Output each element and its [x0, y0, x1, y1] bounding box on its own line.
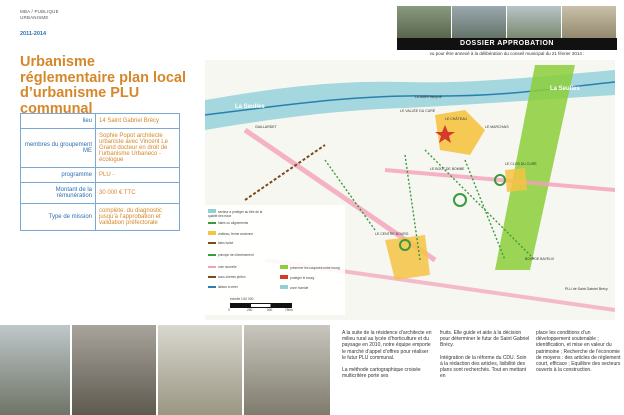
legend-item: liaison à créer: [208, 285, 268, 289]
info-table: [20, 113, 180, 231]
header-line2: URBANISME: [20, 15, 49, 20]
years: 2011-2014: [20, 31, 46, 37]
legend-item: zone humide: [280, 285, 342, 290]
legend-swatch: [208, 266, 216, 268]
label-vallee: LE VALLÉE DU CURÉ: [400, 109, 436, 113]
info-row-membres: [21, 129, 180, 168]
legend-swatch: [208, 276, 216, 278]
info-value: complète: du diagnostic jusqu’à l’approbation et validation préfectorale: [96, 204, 180, 231]
info-label: Montant de la rémunération: [21, 183, 96, 204]
scale-tick: 750m: [285, 308, 293, 312]
legend-swatch: [208, 231, 216, 235]
info-label: membres du groupement ME: [21, 129, 96, 168]
info-row-montant: [21, 183, 180, 204]
label-bout-bombe: LE BOUT DE BOMBE: [430, 167, 465, 171]
info-label: programme: [21, 168, 96, 183]
label-centre-bourg: LE CENTRE BOURG: [375, 232, 409, 236]
legend-swatch: [280, 265, 288, 269]
label-clos-cure: LE CLOS DU CURÉ: [505, 162, 537, 166]
page-title: Urbanisme réglementaire plan local d’urbanisme PLU communal: [20, 54, 187, 117]
scale-bar: [230, 303, 292, 308]
info-value: 14 Saint Gabriel Brécy: [96, 114, 180, 129]
label-bois-bayeux: BOIS DE BAYEUX: [525, 257, 555, 261]
label-seulles-right: La Seulles: [550, 86, 580, 92]
map-legend: [205, 205, 345, 315]
info-label: Type de mission: [21, 204, 96, 231]
info-value: PLU -: [96, 168, 180, 183]
legend-swatch: [208, 254, 216, 256]
label-chateau: LE CHÂTEAU: [445, 117, 467, 121]
info-label: lieu: [21, 114, 96, 129]
legend-item: château, ferme ancienne: [208, 231, 268, 236]
legend-swatch: [208, 209, 216, 213]
photo-garden: [158, 325, 242, 415]
dossier-banner: DOSSIER APPROBATION: [397, 38, 617, 50]
text-column-2: fruits. Elle guide et aide à la décision pour déterminer le futur de Saint Gabriel Brécy. Intégration de la réforme du CDU. Soin à la rédaction des articles, lisibilité des plans sont recherchés. Tout en mettant en: [440, 330, 530, 380]
text-column-3: place les conditions d’un développement soutenable ; identification, et mise en valeur du patrimoine ; Recherche de l’économie de moyens : des articles de règlement court, efficace ; Equilibre des secteurs ouverts à la construction.: [536, 330, 621, 374]
village-zone-east: [505, 168, 527, 192]
legend-item: sous chemin piéton: [208, 275, 268, 279]
info-row-lieu: [21, 114, 180, 129]
dossier-subtitle: vu pour être annexé à la délibération du conseil municipal du 21 février 2014 :: [429, 51, 585, 56]
header-label: [20, 9, 59, 21]
legend-swatch: [280, 285, 288, 289]
legend-item: haies ou alignements: [208, 221, 268, 225]
photo-farmhouse: [72, 325, 156, 415]
header-line1: MBA / PUBLIQUE: [20, 9, 59, 14]
legend-swatch: [208, 286, 216, 288]
info-value: 30 000 € TTC: [96, 183, 180, 204]
label-seulles-left: La Seulles: [235, 104, 265, 110]
legend-swatch: [208, 242, 216, 244]
scale-tick: 250: [247, 308, 253, 312]
legend-swatch: [280, 275, 288, 279]
legend-item: protéger le bourg: [280, 275, 342, 280]
bottom-photo-strip: [0, 325, 330, 415]
map-note: PLU de Saint Gabriel Brécy: [565, 287, 608, 291]
label-gaillardet: GAILLARDET: [255, 125, 277, 129]
legend-item: talus boisé: [208, 241, 268, 245]
legend-item: voie nouvelle: [208, 265, 268, 269]
label-marchais: LE MARCHAIS: [485, 125, 509, 129]
scale-tick: 500: [267, 308, 273, 312]
photo-church: [0, 325, 70, 415]
legend-item: principe de cheminement: [208, 253, 268, 257]
scale-title: échelle 1/10 000: [230, 297, 254, 301]
legend-item: préserver les coupures entre bourg: [280, 265, 342, 270]
scale-tick: 0: [228, 308, 230, 312]
photo-wall: [244, 325, 330, 415]
legend-item: secteur à protéger au titre de la qualité des eaux: [208, 210, 263, 218]
info-row-mission: [21, 204, 180, 231]
legend-swatch: [208, 222, 216, 224]
info-value: Sophie Popot architecte urbaniste avec Vincent Le Grand docteur en droit de l’urbanisme Urbaneco - écologue: [96, 129, 180, 168]
label-martinique: LA MARTINIQUE: [415, 95, 442, 99]
text-column-1: A la suite de la résidence d’architecte en milieu rural au lycée d’horticulture et du paysage en 2010, notre équipe emporte le marché d’appel d’offres pour réaliser le futur PLU communal. La méthode cartographique croisée multicritère porte ses: [342, 330, 432, 380]
info-row-programme: [21, 168, 180, 183]
